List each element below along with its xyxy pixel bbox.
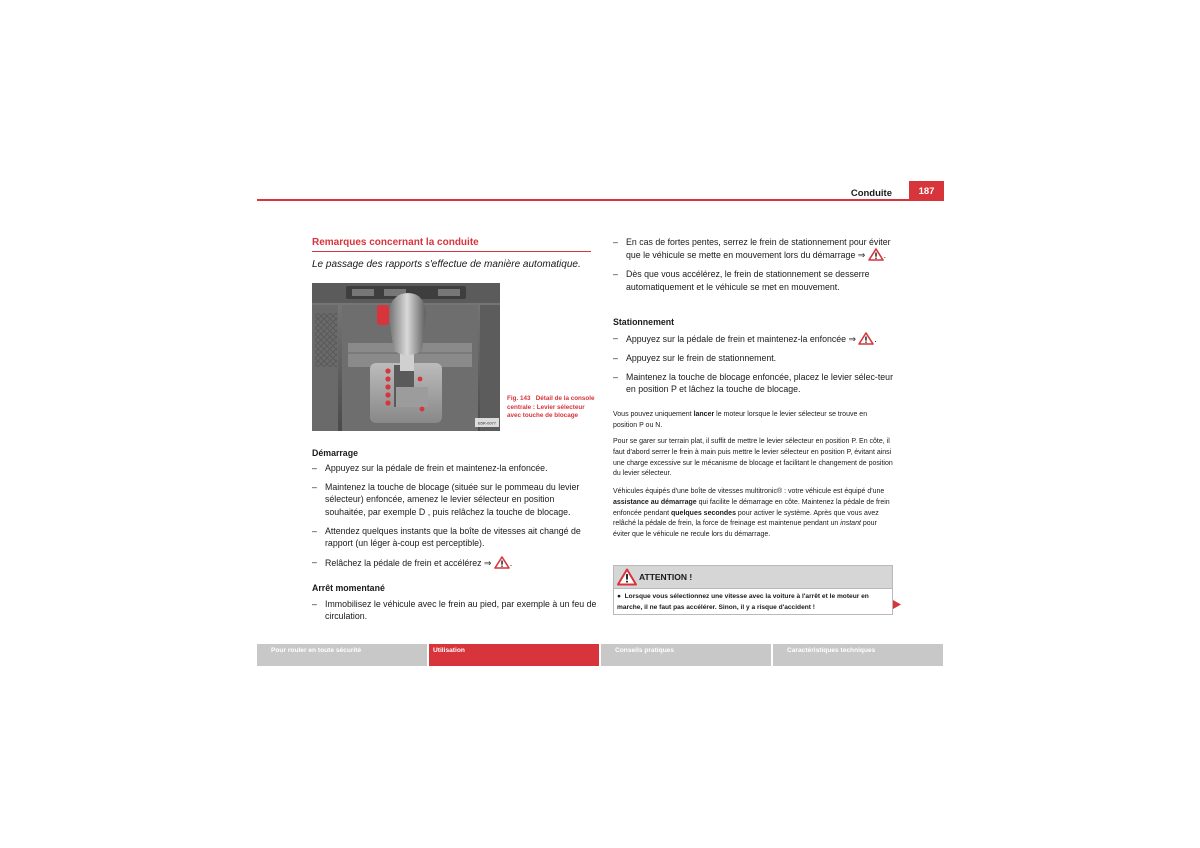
warning-triangle-icon	[617, 568, 637, 586]
demarrage-list	[312, 462, 597, 576]
footer-tab-caracteristiques: Caractéristiques techniques	[773, 644, 943, 666]
list-item: – Maintenez la touche de blocage enfoncée, placez le levier sélec-teur en position P et lâchez la touche de blocage.	[613, 371, 899, 396]
figure-caption-label: Fig. 143	[507, 395, 531, 402]
attention-body: ● Lorsque vous sélectionnez une vitesse avec la voiture à l'arrêt et le moteur en marche, il ne faut pas accélérer. Sinon, il y a risque d'accident !	[617, 593, 869, 611]
list-item: – En cas de fortes pentes, serrez le frein de stationnement pour éviter que le véhicule se mette en mouvement lors du démarrage ⇒ .	[613, 236, 899, 262]
running-title: Conduite	[850, 188, 892, 199]
list-item: – Maintenez la touche de blocage (située sur le pommeau du levier sélecteur) enfoncée, amenez le levier sélecteur en position souhaitée, par exemple D , puis relâchez la touche de blocage.	[312, 481, 597, 518]
list-item-text: Appuyez sur la pédale de frein et maintenez-la enfoncée ⇒	[626, 334, 856, 344]
page-number: 187	[909, 181, 944, 201]
right-list	[613, 236, 899, 300]
attention-title: ATTENTION !	[639, 572, 693, 582]
figure-caption-text: Détail de la console centrale : Levier sélecteur avec touche de blocage	[507, 395, 595, 420]
section-title: Remarques concernant la conduite	[312, 237, 591, 252]
attention-box	[613, 565, 893, 615]
footer-tab-utilisation: Utilisation	[429, 644, 599, 666]
bullet: ●	[617, 593, 621, 600]
list-item-text: En cas de fortes pentes, serrez le frein de stationnement pour éviter que le véhicule se mette en mouvement lors du démarrage ⇒	[626, 237, 891, 261]
stationnement-list	[613, 332, 899, 402]
list-item-text: Relâchez la pédale de frein et accélérez ⇒	[325, 557, 492, 568]
list-item: – Appuyez sur la pédale de frein et maintenez-la enfoncée ⇒ .	[613, 332, 899, 345]
section-intro: Le passage des rapports s'effectue de manière automatique.	[312, 259, 581, 270]
list-item: – Appuyez sur la pédale de frein et maintenez-la enfoncée.	[312, 462, 597, 474]
paragraph-garer: Pour se garer sur terrain plat, il suffit de mettre le levier sélecteur en position P. En côte, il faut d'abord serrer le frein à main puis mettre le levier sélecteur en position P, évitant ainsi une charge excessive sur le mécanisme de blocage et facilitant le changement de position du levier sélecteur.	[613, 438, 893, 478]
continue-arrow-icon	[893, 600, 901, 609]
footer-tab-conseils: Conseils pratiques	[601, 644, 771, 666]
warning-triangle-icon	[494, 556, 510, 569]
stationnement-heading: Stationnement	[613, 317, 675, 327]
arret-heading: Arrêt momentané	[312, 583, 385, 593]
list-item: – Relâchez la pédale de frein et accélérez ⇒ .	[312, 556, 597, 569]
paragraph-multitronic: Véhicules équipés d'une boîte de vitesses multitronic® : votre véhicule est équipé d'une assistance au démarrage qui facilite le démarrage en côte. Maintenez la pédale de frein enfoncée pendant quelques secondes pour activer le système. Après que vous avez relâché la pédale de frein, la force de freinage est maintenue pendant un instant pour éviter que le véhicule ne recule lors du démarrage.	[613, 488, 890, 539]
list-item: – Attendez quelques instants que la boîte de vitesses ait changé de rapport (un léger à-coup est perceptible).	[312, 525, 597, 550]
demarrage-heading: Démarrage	[312, 448, 358, 458]
arret-list	[312, 598, 597, 629]
attention-header	[614, 566, 892, 589]
figure-caption	[507, 395, 599, 421]
figure-gear-selector	[312, 283, 500, 431]
list-item: – Appuyez sur le frein de stationnement.	[613, 352, 899, 364]
footer-tab-securite: Pour rouler en toute sécurité	[257, 644, 427, 666]
warning-triangle-icon	[858, 332, 874, 345]
list-item: – Dès que vous accélérez, le frein de stationnement se desserre automatiquement et le véhicule se met en mouvement.	[613, 268, 899, 293]
figure-code: B5R-0077	[477, 420, 497, 426]
header-rule	[257, 199, 944, 201]
paragraph-lancer: Vous pouvez uniquement lancer le moteur lorsque le levier sélecteur se trouve en position P ou N.	[613, 411, 868, 429]
list-item: – Immobilisez le véhicule avec le frein au pied, par exemple à un feu de circulation.	[312, 598, 597, 623]
gear-selector-photo	[312, 283, 500, 431]
warning-triangle-icon	[868, 248, 884, 261]
